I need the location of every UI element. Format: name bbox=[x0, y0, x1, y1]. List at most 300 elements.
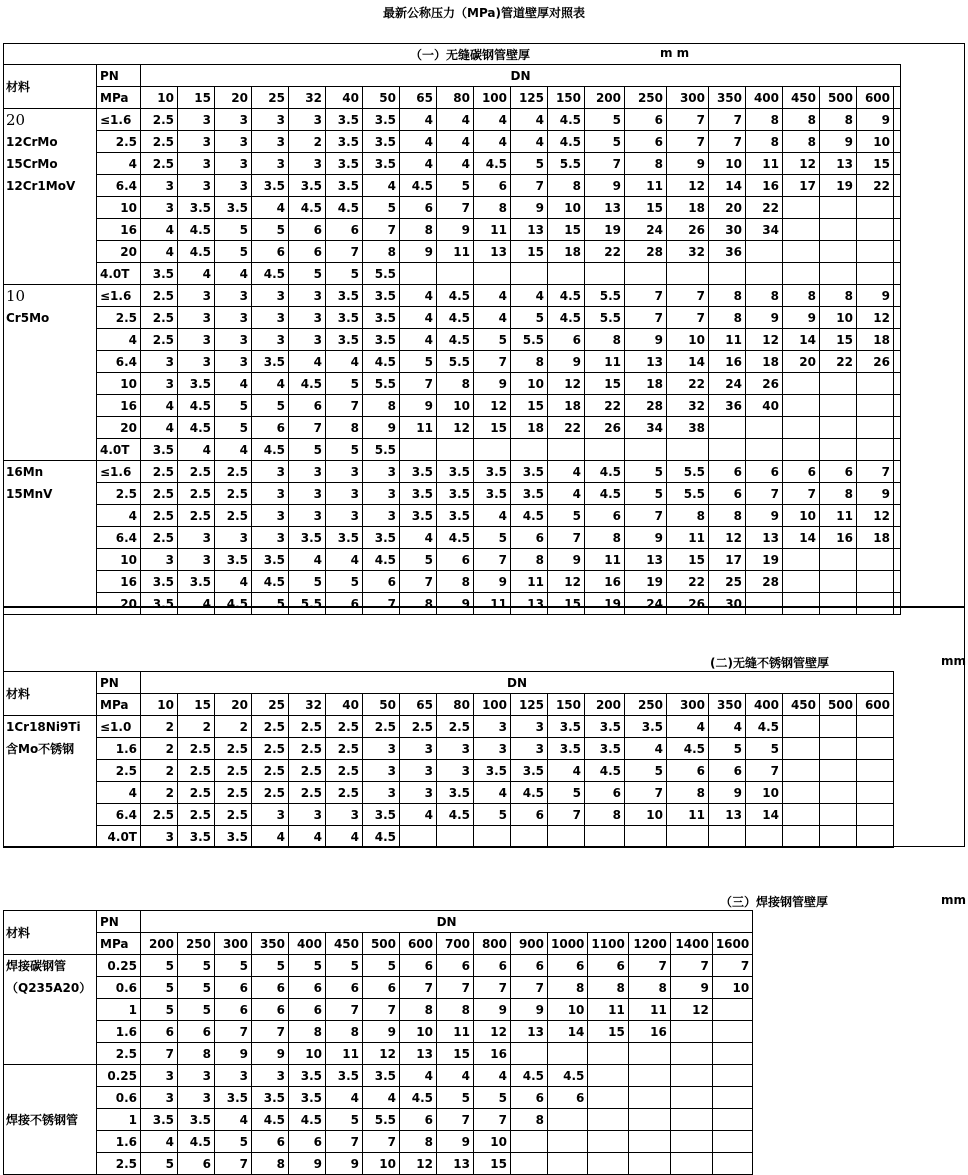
thickness-cell: 13 bbox=[585, 197, 625, 219]
thickness-cell: 3.5 bbox=[252, 175, 289, 197]
thickness-cell: 2.5 bbox=[215, 483, 252, 505]
thickness-cell: 10 bbox=[783, 505, 820, 527]
thickness-cell: 7 bbox=[363, 999, 400, 1021]
thickness-cell: 8 bbox=[667, 505, 709, 527]
thickness-cell: 5 bbox=[252, 593, 289, 615]
thickness-cell: 3.5 bbox=[326, 285, 363, 307]
thickness-cell: 3.5 bbox=[215, 1087, 252, 1109]
thickness-cell: 8 bbox=[625, 153, 667, 175]
pn-value: 20 bbox=[97, 593, 141, 615]
thickness-cell: 13 bbox=[437, 1153, 474, 1175]
thickness-cell bbox=[820, 241, 857, 263]
thickness-cell: 2.5 bbox=[141, 527, 178, 549]
thickness-cell: 7 bbox=[667, 109, 709, 131]
empty-cell bbox=[894, 527, 901, 549]
thickness-cell: 9 bbox=[437, 593, 474, 615]
thickness-cell: 9 bbox=[363, 1021, 400, 1043]
thickness-cell: 10 bbox=[289, 1043, 326, 1065]
thickness-cell: 3 bbox=[400, 738, 437, 760]
thickness-cell: 5 bbox=[625, 483, 667, 505]
thickness-cell: 11 bbox=[585, 351, 625, 373]
thickness-cell: 4 bbox=[667, 716, 709, 738]
thickness-cell: 4 bbox=[252, 197, 289, 219]
empty-cell bbox=[894, 351, 901, 373]
thickness-cell bbox=[857, 826, 894, 848]
empty-cell bbox=[894, 153, 901, 175]
pn-value: 0.6 bbox=[97, 1087, 141, 1109]
thickness-cell: 34 bbox=[746, 219, 783, 241]
dn-value: 65 bbox=[400, 87, 437, 109]
thickness-cell: 10 bbox=[363, 1153, 400, 1175]
thickness-cell: 3 bbox=[289, 483, 326, 505]
thickness-cell: 3 bbox=[215, 527, 252, 549]
thickness-cell bbox=[625, 826, 667, 848]
thickness-cell: 6 bbox=[289, 395, 326, 417]
thickness-cell: 8 bbox=[585, 329, 625, 351]
thickness-cell: 11 bbox=[585, 549, 625, 571]
thickness-cell: 5 bbox=[215, 1131, 252, 1153]
thickness-cell: 3 bbox=[215, 329, 252, 351]
thickness-cell: 5 bbox=[548, 505, 585, 527]
thickness-cell: 4 bbox=[178, 593, 215, 615]
thickness-cell bbox=[712, 999, 752, 1021]
thickness-cell: 2.5 bbox=[141, 505, 178, 527]
thickness-cell: 6 bbox=[289, 241, 326, 263]
thickness-cell: 2.5 bbox=[178, 760, 215, 782]
thickness-cell: 4.5 bbox=[178, 219, 215, 241]
thickness-cell: 18 bbox=[548, 395, 585, 417]
thickness-cell: 6 bbox=[252, 1131, 289, 1153]
thickness-cell: 3 bbox=[141, 373, 178, 395]
thickness-cell: 4.5 bbox=[289, 197, 326, 219]
thickness-cell: 3 bbox=[178, 153, 215, 175]
thickness-cell: 8 bbox=[588, 977, 628, 999]
dn-value: 200 bbox=[141, 933, 178, 955]
thickness-cell: 26 bbox=[857, 351, 894, 373]
thickness-cell: 10 bbox=[437, 395, 474, 417]
thickness-cell: 6 bbox=[289, 999, 326, 1021]
thickness-cell: 19 bbox=[585, 219, 625, 241]
thickness-cell: 3 bbox=[252, 483, 289, 505]
thickness-cell: 6 bbox=[215, 999, 252, 1021]
thickness-cell: 2.5 bbox=[141, 153, 178, 175]
thickness-cell: 8 bbox=[709, 505, 746, 527]
thickness-cell bbox=[437, 263, 474, 285]
material-name: 焊接碳钢管 bbox=[6, 959, 67, 973]
thickness-cell: 3 bbox=[289, 804, 326, 826]
table-row bbox=[4, 1109, 753, 1131]
thickness-cell: 4 bbox=[400, 285, 437, 307]
dn-value: 1000 bbox=[548, 933, 588, 955]
thickness-cell bbox=[511, 439, 548, 461]
thickness-cell: 10 bbox=[511, 373, 548, 395]
thickness-cell: 3 bbox=[215, 351, 252, 373]
thickness-cell: 22 bbox=[746, 197, 783, 219]
material-cell bbox=[4, 285, 97, 461]
thickness-cell: 7 bbox=[511, 175, 548, 197]
thickness-cell: 3 bbox=[474, 716, 511, 738]
dn-value: 32 bbox=[289, 87, 326, 109]
table-row bbox=[4, 826, 894, 848]
dn-value: 125 bbox=[511, 694, 548, 716]
thickness-cell: 7 bbox=[326, 395, 363, 417]
pn-value: 2.5 bbox=[97, 1153, 141, 1175]
thickness-cell: 17 bbox=[709, 549, 746, 571]
thickness-cell: 6 bbox=[289, 977, 326, 999]
thickness-cell bbox=[670, 1065, 712, 1087]
thickness-cell: 3 bbox=[141, 351, 178, 373]
thickness-cell: 3 bbox=[252, 505, 289, 527]
thickness-cell: 3 bbox=[178, 307, 215, 329]
thickness-cell: 5 bbox=[625, 461, 667, 483]
thickness-cell: 10 bbox=[712, 977, 752, 999]
pn-value: ≤1.0 bbox=[97, 716, 141, 738]
thickness-cell: 40 bbox=[746, 395, 783, 417]
thickness-cell: 18 bbox=[857, 329, 894, 351]
material-name: 12Cr1MoV bbox=[6, 179, 76, 193]
thickness-cell: 7 bbox=[625, 505, 667, 527]
pn-value: 2.5 bbox=[97, 483, 141, 505]
thickness-cell: 11 bbox=[437, 241, 474, 263]
thickness-cell: 22 bbox=[857, 175, 894, 197]
thickness-cell bbox=[746, 417, 783, 439]
thickness-cell: 3.5 bbox=[437, 483, 474, 505]
thickness-cell: 7 bbox=[667, 131, 709, 153]
thickness-cell: 4 bbox=[363, 175, 400, 197]
thickness-cell: 8 bbox=[400, 1131, 437, 1153]
thickness-cell bbox=[783, 549, 820, 571]
thickness-cell: 4 bbox=[511, 109, 548, 131]
thickness-cell: 3 bbox=[289, 109, 326, 131]
table-row bbox=[4, 461, 901, 483]
thickness-cell: 11 bbox=[625, 175, 667, 197]
thickness-cell: 8 bbox=[363, 395, 400, 417]
thickness-cell: 14 bbox=[667, 351, 709, 373]
header-row bbox=[4, 911, 753, 933]
thickness-cell: 3.5 bbox=[363, 1065, 400, 1087]
thickness-cell: 5 bbox=[326, 955, 363, 977]
thickness-cell bbox=[783, 417, 820, 439]
thickness-cell bbox=[585, 263, 625, 285]
pn-value: ≤1.6 bbox=[97, 109, 141, 131]
thickness-cell bbox=[783, 760, 820, 782]
thickness-cell bbox=[548, 1153, 588, 1175]
thickness-cell: 2.5 bbox=[252, 738, 289, 760]
material-name: Cr5Mo bbox=[6, 311, 50, 325]
thickness-cell: 13 bbox=[511, 219, 548, 241]
material-name: 12CrMo bbox=[6, 135, 58, 149]
thickness-cell: 4 bbox=[437, 109, 474, 131]
table-row bbox=[4, 1131, 753, 1153]
thickness-cell: 4.5 bbox=[215, 593, 252, 615]
thickness-cell bbox=[625, 439, 667, 461]
thickness-cell: 3 bbox=[326, 505, 363, 527]
thickness-cell bbox=[670, 1109, 712, 1131]
table-row bbox=[4, 955, 753, 977]
thickness-cell: 4.5 bbox=[548, 1065, 588, 1087]
thickness-cell: 4 bbox=[474, 131, 511, 153]
thickness-cell bbox=[548, 1043, 588, 1065]
thickness-cell bbox=[857, 417, 894, 439]
dn-value: 1200 bbox=[628, 933, 670, 955]
thickness-cell: 4.5 bbox=[548, 131, 585, 153]
pn-value: 4 bbox=[97, 153, 141, 175]
thickness-cell: 6 bbox=[746, 461, 783, 483]
thickness-cell: 6 bbox=[400, 1109, 437, 1131]
thickness-cell: 2.5 bbox=[178, 461, 215, 483]
pn-header: PN bbox=[97, 911, 141, 933]
thickness-cell: 7 bbox=[437, 197, 474, 219]
table-row bbox=[4, 716, 894, 738]
empty-cell bbox=[894, 307, 901, 329]
dn-value: 450 bbox=[783, 87, 820, 109]
material-cell bbox=[4, 461, 97, 615]
thickness-cell: 4.5 bbox=[437, 804, 474, 826]
thickness-cell: 7 bbox=[474, 549, 511, 571]
dn-value: 350 bbox=[709, 694, 746, 716]
thickness-cell: 5 bbox=[400, 549, 437, 571]
thickness-cell: 3.5 bbox=[363, 804, 400, 826]
thickness-cell: 12 bbox=[746, 329, 783, 351]
thickness-cell: 12 bbox=[400, 1153, 437, 1175]
thickness-cell bbox=[857, 373, 894, 395]
thickness-cell bbox=[712, 1021, 752, 1043]
thickness-cell: 4.5 bbox=[400, 175, 437, 197]
thickness-cell: 22 bbox=[667, 571, 709, 593]
thickness-cell: 4 bbox=[141, 219, 178, 241]
thickness-cell: 5 bbox=[326, 263, 363, 285]
thickness-cell: 3 bbox=[252, 109, 289, 131]
thickness-cell: 7 bbox=[548, 527, 585, 549]
dn-value: 600 bbox=[857, 87, 894, 109]
thickness-cell: 3 bbox=[141, 1065, 178, 1087]
thickness-cell: 3.5 bbox=[625, 716, 667, 738]
thickness-cell: 11 bbox=[474, 219, 511, 241]
table-row bbox=[4, 285, 901, 307]
thickness-cell: 3.5 bbox=[178, 1109, 215, 1131]
thickness-cell: 4.5 bbox=[548, 285, 585, 307]
thickness-cell: 15 bbox=[588, 1021, 628, 1043]
thickness-cell: 4 bbox=[326, 1087, 363, 1109]
table-row bbox=[4, 549, 901, 571]
thickness-cell: 5 bbox=[141, 1153, 178, 1175]
thickness-cell: 5.5 bbox=[548, 153, 585, 175]
pn-header: PN bbox=[97, 65, 141, 87]
table-row bbox=[4, 417, 901, 439]
thickness-cell: 5.5 bbox=[363, 439, 400, 461]
thickness-cell: 16 bbox=[709, 351, 746, 373]
thickness-cell: 5 bbox=[474, 527, 511, 549]
thickness-cell: 7 bbox=[474, 351, 511, 373]
thickness-cell bbox=[712, 1065, 752, 1087]
thickness-cell: 3 bbox=[215, 175, 252, 197]
thickness-cell: 26 bbox=[585, 417, 625, 439]
thickness-cell: 12 bbox=[857, 505, 894, 527]
thickness-cell: 3 bbox=[252, 461, 289, 483]
thickness-cell: 8 bbox=[820, 285, 857, 307]
thickness-cell: 8 bbox=[783, 131, 820, 153]
thickness-cell: 8 bbox=[437, 373, 474, 395]
thickness-cell: 3 bbox=[289, 329, 326, 351]
thickness-cell: 2 bbox=[141, 716, 178, 738]
thickness-cell: 28 bbox=[625, 395, 667, 417]
thickness-cell: 5 bbox=[474, 329, 511, 351]
thickness-cell: 3.5 bbox=[437, 782, 474, 804]
thickness-cell: 12 bbox=[548, 373, 585, 395]
thickness-cell: 9 bbox=[474, 999, 511, 1021]
dn-header: DN bbox=[141, 672, 894, 694]
thickness-cell: 9 bbox=[820, 131, 857, 153]
dn-value: 25 bbox=[252, 694, 289, 716]
thickness-cell bbox=[783, 395, 820, 417]
thickness-cell: 6 bbox=[289, 1131, 326, 1153]
table-row bbox=[4, 329, 901, 351]
thickness-cell: 6 bbox=[667, 760, 709, 782]
thickness-cell: 8 bbox=[667, 782, 709, 804]
thickness-cell: 2.5 bbox=[178, 738, 215, 760]
thickness-cell: 3 bbox=[215, 285, 252, 307]
thickness-cell: 3 bbox=[326, 461, 363, 483]
thickness-cell: 30 bbox=[709, 593, 746, 615]
thickness-cell: 8 bbox=[548, 175, 585, 197]
thickness-cell: 2.5 bbox=[252, 760, 289, 782]
thickness-cell: 3.5 bbox=[141, 439, 178, 461]
thickness-cell: 7 bbox=[215, 1153, 252, 1175]
thickness-cell: 8 bbox=[820, 483, 857, 505]
thickness-cell: 3.5 bbox=[326, 1065, 363, 1087]
thickness-cell: 4 bbox=[709, 716, 746, 738]
thickness-cell: 15 bbox=[667, 549, 709, 571]
thickness-cell: 2.5 bbox=[215, 461, 252, 483]
thickness-cell: 3 bbox=[178, 527, 215, 549]
thickness-cell: 16 bbox=[820, 527, 857, 549]
thickness-cell: 4.5 bbox=[437, 285, 474, 307]
thickness-cell: 14 bbox=[709, 175, 746, 197]
thickness-cell: 4.5 bbox=[511, 505, 548, 527]
dn-value: 65 bbox=[400, 694, 437, 716]
thickness-cell: 11 bbox=[437, 1021, 474, 1043]
thickness-cell: 5 bbox=[326, 373, 363, 395]
thickness-cell: 12 bbox=[857, 307, 894, 329]
thickness-cell: 8 bbox=[585, 804, 625, 826]
thickness-cell: 13 bbox=[709, 804, 746, 826]
material-name: 15CrMo bbox=[6, 157, 58, 171]
table-row bbox=[4, 1153, 753, 1175]
thickness-cell: 7 bbox=[437, 977, 474, 999]
thickness-cell bbox=[548, 263, 585, 285]
material-cell bbox=[4, 109, 97, 285]
thickness-cell: 6 bbox=[548, 955, 588, 977]
thickness-cell: 3 bbox=[141, 1087, 178, 1109]
thickness-cell: 11 bbox=[400, 417, 437, 439]
thickness-cell: 2.5 bbox=[215, 760, 252, 782]
pn-value: 1 bbox=[97, 1109, 141, 1131]
thickness-cell: 3.5 bbox=[252, 351, 289, 373]
thickness-cell: 9 bbox=[857, 109, 894, 131]
thickness-cell bbox=[820, 738, 857, 760]
thickness-cell bbox=[783, 804, 820, 826]
thickness-cell: 2.5 bbox=[289, 716, 326, 738]
thickness-cell: 2.5 bbox=[141, 483, 178, 505]
thickness-cell: 6 bbox=[326, 219, 363, 241]
thickness-cell: 7 bbox=[667, 285, 709, 307]
pn-value: 6.4 bbox=[97, 351, 141, 373]
dn-value: 15 bbox=[178, 87, 215, 109]
thickness-cell bbox=[709, 826, 746, 848]
table-row bbox=[4, 197, 901, 219]
thickness-cell bbox=[820, 549, 857, 571]
thickness-cell: 13 bbox=[625, 351, 667, 373]
thickness-cell: 9 bbox=[857, 285, 894, 307]
thickness-cell: 13 bbox=[625, 549, 667, 571]
thickness-cell: 3 bbox=[178, 1087, 215, 1109]
thickness-cell bbox=[857, 738, 894, 760]
thickness-cell: 9 bbox=[548, 351, 585, 373]
thickness-cell: 6 bbox=[783, 461, 820, 483]
thickness-cell: 3.5 bbox=[585, 738, 625, 760]
dn-value: 1600 bbox=[712, 933, 752, 955]
thickness-cell: 15 bbox=[585, 373, 625, 395]
thickness-cell: 5 bbox=[474, 804, 511, 826]
thickness-cell: 9 bbox=[746, 505, 783, 527]
thickness-cell bbox=[400, 826, 437, 848]
thickness-cell bbox=[857, 716, 894, 738]
thickness-cell: 19 bbox=[585, 593, 625, 615]
thickness-cell: 8 bbox=[437, 999, 474, 1021]
pn-value: 16 bbox=[97, 395, 141, 417]
thickness-cell: 2.5 bbox=[252, 782, 289, 804]
thickness-cell: 4 bbox=[215, 373, 252, 395]
thickness-cell bbox=[783, 782, 820, 804]
thickness-cell: 7 bbox=[625, 285, 667, 307]
dn-value: 350 bbox=[709, 87, 746, 109]
thickness-cell: 4 bbox=[326, 826, 363, 848]
thickness-cell: 6 bbox=[625, 131, 667, 153]
thickness-cell: 2.5 bbox=[215, 804, 252, 826]
thickness-cell: 3 bbox=[178, 175, 215, 197]
thickness-cell: 5.5 bbox=[437, 351, 474, 373]
dn-value: 150 bbox=[548, 87, 585, 109]
dn-value: 80 bbox=[437, 694, 474, 716]
thickness-cell: 3.5 bbox=[141, 263, 178, 285]
thickness-cell: 4 bbox=[474, 109, 511, 131]
thickness-cell: 5.5 bbox=[363, 263, 400, 285]
thickness-cell: 18 bbox=[746, 351, 783, 373]
pn-value: 2.5 bbox=[97, 131, 141, 153]
table-row bbox=[4, 1087, 753, 1109]
table-row bbox=[4, 999, 753, 1021]
table-row bbox=[4, 307, 901, 329]
thickness-cell: 36 bbox=[709, 395, 746, 417]
thickness-cell: 4 bbox=[437, 153, 474, 175]
thickness-cell bbox=[628, 1131, 670, 1153]
thickness-cell: 7 bbox=[363, 1131, 400, 1153]
table-row bbox=[4, 109, 901, 131]
thickness-cell: 4.5 bbox=[363, 826, 400, 848]
thickness-cell bbox=[625, 263, 667, 285]
thickness-cell: 4 bbox=[252, 826, 289, 848]
mpa-header: MPa bbox=[97, 694, 141, 716]
table-row bbox=[4, 175, 901, 197]
thickness-cell: 8 bbox=[746, 109, 783, 131]
thickness-cell: 20 bbox=[783, 351, 820, 373]
thickness-cell: 6 bbox=[474, 955, 511, 977]
thickness-cell: 4.5 bbox=[746, 716, 783, 738]
thickness-cell: 4 bbox=[548, 760, 585, 782]
thickness-cell: 7 bbox=[437, 1109, 474, 1131]
pn-value: 6.4 bbox=[97, 804, 141, 826]
table-row bbox=[4, 1043, 753, 1065]
